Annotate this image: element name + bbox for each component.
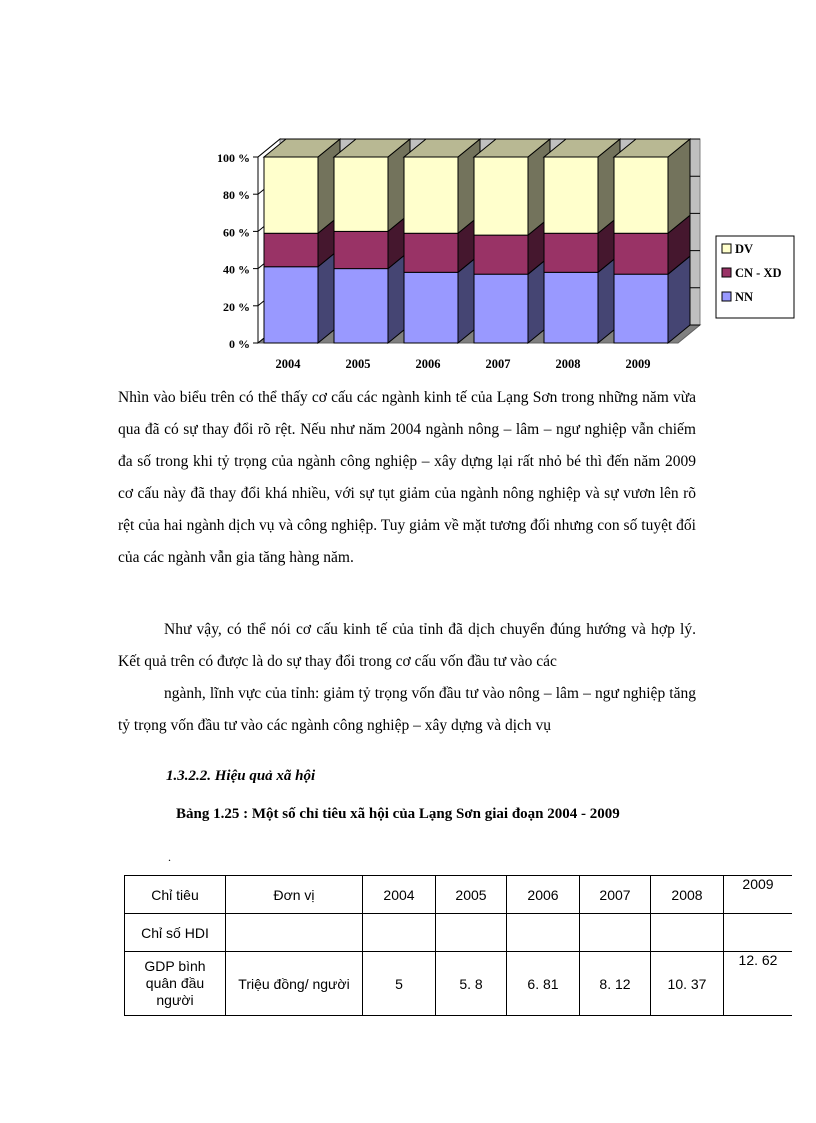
x-tick-label: 2005 [345, 357, 371, 371]
header-cell: Chỉ tiêu [125, 876, 226, 914]
legend-label: NN [735, 290, 754, 304]
bar-cn-xd-2005 [334, 231, 388, 268]
paragraph-3: ngành, lĩnh vực của tỉnh: giảm tỷ trọng vốn đầu tư vào nông – lâm – ngư nghiệp tăng tỷ trọng vốn đầu tư vào các ngành công nghiệp – xây dựng và dịch vụ [118, 685, 696, 734]
social-indicators-table [124, 875, 792, 1016]
table-cell [580, 914, 651, 952]
legend-swatch [722, 292, 731, 301]
bar-nn-2004 [264, 267, 318, 343]
bar-nn-2006 [404, 272, 458, 343]
table-cell: 5 [363, 952, 436, 1016]
chart-bars [264, 139, 690, 343]
bar-dv-2006 [404, 157, 458, 233]
bar-nn-2005 [334, 269, 388, 343]
table-cell [507, 914, 580, 952]
legend-swatch [722, 244, 731, 253]
table-cell [363, 914, 436, 952]
table-cell [226, 914, 363, 952]
header-cell: 2004 [363, 876, 436, 914]
y-tick-label: 80 % [223, 188, 250, 203]
bar-cn-xd-2009 [614, 233, 668, 274]
section-heading: 1.3.2.2. Hiệu quả xã hội [166, 768, 316, 784]
bar-cn-xd-2008 [544, 233, 598, 272]
bar-nn-2009 [614, 274, 668, 343]
bar-dv-2007 [474, 157, 528, 235]
bar-dv-2008 [544, 157, 598, 233]
legend-label: CN - XD [735, 266, 782, 280]
bar-cn-xd-2004 [264, 233, 318, 266]
table-row [125, 914, 793, 952]
x-tick-label: 2007 [485, 357, 511, 371]
header-cell: 2005 [436, 876, 507, 914]
bar-nn-2008 [544, 272, 598, 343]
table-cell: 10. 37 [651, 952, 724, 1016]
bar-cn-xd-2006 [404, 233, 458, 272]
table-cell: GDP bình quân đầu người [125, 952, 226, 1016]
header-cell: 2009 [724, 876, 793, 914]
table-cell: 8. 12 [580, 952, 651, 1016]
table-cell [651, 914, 724, 952]
header-cell: 2006 [507, 876, 580, 914]
legend-label: DV [735, 242, 754, 256]
table-cell: 12. 62 [724, 952, 793, 1016]
y-tick-label: 100 % [217, 151, 250, 165]
y-tick-label: 20 % [223, 299, 250, 314]
paragraph-1: Nhìn vào biểu trên có thể thấy cơ cấu các ngành kinh tế của Lạng Sơn trong những năm vừa qua đã có sự thay đổi rõ rệt. Nếu như năm 2004 ngành nông – lâm – ngư nghiệp vẫn chiếm đa số trong khi tỷ trọng của ngành công nghiệp – xây dựng lại rất nhỏ bé thì đến năm 2009 cơ cấu này đã thay đổi khá nhiều, với sự tụt giảm của ngành nông nghiệp và sự vươn lên rõ rệt của hai ngành dịch vụ và công nghiệp. Tuy giảm về mặt tương đối nhưng con số tuyệt đối của các ngành vẫn gia tăng hàng năm. [118, 389, 696, 566]
x-tick-label: 2009 [625, 357, 651, 371]
header-cell: 2007 [580, 876, 651, 914]
table-cell: 6. 81 [507, 952, 580, 1016]
paragraph-2: Như vậy, có thể nói cơ cấu kinh tế của tỉnh đã dịch chuyển đúng hướng và hợp lý. Kết quả trên có được là do sự thay đổi trong cơ cấu vốn đầu tư vào các [118, 621, 696, 670]
table-cell: Chỉ số HDI [125, 914, 226, 952]
bar-dv-2004 [264, 157, 318, 233]
table-row [125, 952, 793, 1016]
table-caption: Bảng 1.25 : Một số chỉ tiêu xã hội của Lạng Sơn giai đoạn 2004 - 2009 [176, 806, 620, 822]
table-cell: 5. 8 [436, 952, 507, 1016]
bar-nn-2007 [474, 274, 528, 343]
bar-dv-2009 [614, 157, 668, 233]
table-cell [724, 914, 793, 952]
bar-dv-2005 [334, 157, 388, 231]
chart-legend [716, 236, 794, 318]
x-tick-label: 2008 [555, 357, 581, 371]
legend-swatch [722, 268, 731, 277]
x-tick-label: 2004 [275, 357, 301, 371]
header-cell: Đơn vị [226, 876, 363, 914]
bar-cn-xd-2007 [474, 235, 528, 274]
table-header-row [125, 876, 793, 914]
stacked-column-chart [0, 0, 816, 380]
header-cell: 2008 [651, 876, 724, 914]
x-tick-label: 2006 [415, 357, 441, 371]
y-tick-label: 60 % [223, 225, 250, 240]
table-cell: Triệu đồng/ người [226, 952, 363, 1016]
stray-dot: . [168, 850, 171, 864]
y-tick-label: 0 % [229, 337, 250, 351]
table-cell [436, 914, 507, 952]
y-tick-label: 40 % [223, 262, 250, 277]
